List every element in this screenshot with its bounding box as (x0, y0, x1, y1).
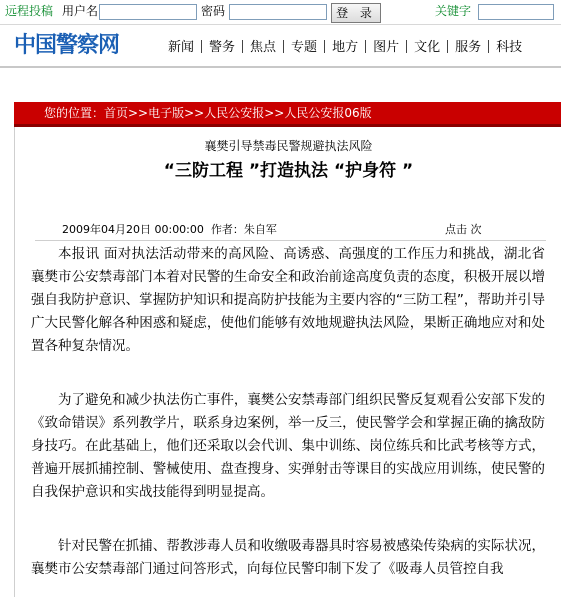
divider (0, 24, 561, 25)
logo-text: 中国警察网 (14, 33, 120, 58)
nav-separator (406, 40, 407, 53)
nav-item-police[interactable]: 警务 (209, 40, 236, 55)
nav-item-photos[interactable]: 图片 (373, 40, 400, 55)
divider (0, 66, 561, 68)
keyword-field[interactable] (478, 4, 554, 20)
login-button[interactable]: 登 录 (331, 3, 381, 23)
remote-submit-link[interactable]: 远程投稿 (5, 4, 54, 18)
nav-item-tech[interactable]: 科技 (496, 40, 523, 55)
login-bar (0, 0, 561, 24)
article (14, 127, 561, 597)
nav-item-local[interactable]: 地方 (332, 40, 359, 55)
article-meta (62, 224, 277, 236)
nav-separator (201, 40, 202, 53)
breadcrumb-bar (14, 102, 561, 127)
article-author: 作者：朱自军 (210, 223, 277, 236)
article-date: 2009年04月20日 00:00:00 (62, 223, 204, 236)
password-field[interactable] (229, 4, 327, 20)
username-field[interactable] (99, 4, 197, 20)
article-paragraph: 本报讯 面对执法活动带来的高风险、高诱惑、高强度的工作压力和挑战，湖北省襄樊市公安禁毒部门本着对民警的生命安全和政治前途高度负责的态度，积极开展以增强自我防护意识、掌握防护知识和提高防护技能为主要内容的“三防工程”，帮助并引导广大民警化解各种困惑和疑虑，使他们能够有效地规避执法风险，果断正确地应对和处置各种复杂情况。 (31, 246, 545, 354)
nav-item-service[interactable]: 服务 (455, 40, 482, 55)
article-paragraph: 针对民警在抓捕、帮教涉毒人员和收缴吸毒器具时容易被感染传染病的实际状况，襄樊市公安禁毒部门通过问答形式，向每位民警印制下发了《吸毒人员管控自我 (31, 538, 545, 577)
divider (35, 240, 546, 241)
nav-separator (283, 40, 284, 53)
nav-separator (242, 40, 243, 53)
nav-separator (447, 40, 448, 53)
main-nav (164, 36, 526, 56)
nav-item-special[interactable]: 专题 (291, 40, 318, 55)
password-label: 密码 (201, 4, 226, 18)
article-paragraph: 为了避免和减少执法伤亡事件，襄樊公安禁毒部门组织民警反复观看公安部下发的《致命错误》系列教学片，联系身边案例，举一反三，使民警学会和掌握正确的擒敌防身技巧。在此基础上，他们还采取以会代训、集中训练、岗位练兵和比武考核等方式，普遍开展抓捕控制、警械使用、盘查搜身、实弹射击等课目的实战应用训练，使民警的自我保护意识和实战技能得到明显提高。 (31, 392, 545, 500)
site-logo[interactable] (14, 32, 148, 60)
nav-separator (324, 40, 325, 53)
nav-item-news[interactable]: 新闻 (168, 40, 195, 55)
username-label: 用户名 (62, 4, 99, 18)
keyword-label: 关键字 (435, 4, 472, 18)
nav-item-culture[interactable]: 文化 (414, 40, 441, 55)
click-count: 点击 次 (445, 223, 482, 236)
breadcrumb[interactable]: 您的位置：首页>>电子版>>人民公安报>>人民公安报06版 (44, 106, 372, 120)
article-title: “三防工程 ”打造执法 “护身符 ” (163, 161, 414, 181)
article-subtitle: 襄樊引导禁毒民警规避执法风险 (204, 139, 373, 153)
nav-item-focus[interactable]: 焦点 (250, 40, 277, 55)
nav-separator (365, 40, 366, 53)
nav-separator (488, 40, 489, 53)
